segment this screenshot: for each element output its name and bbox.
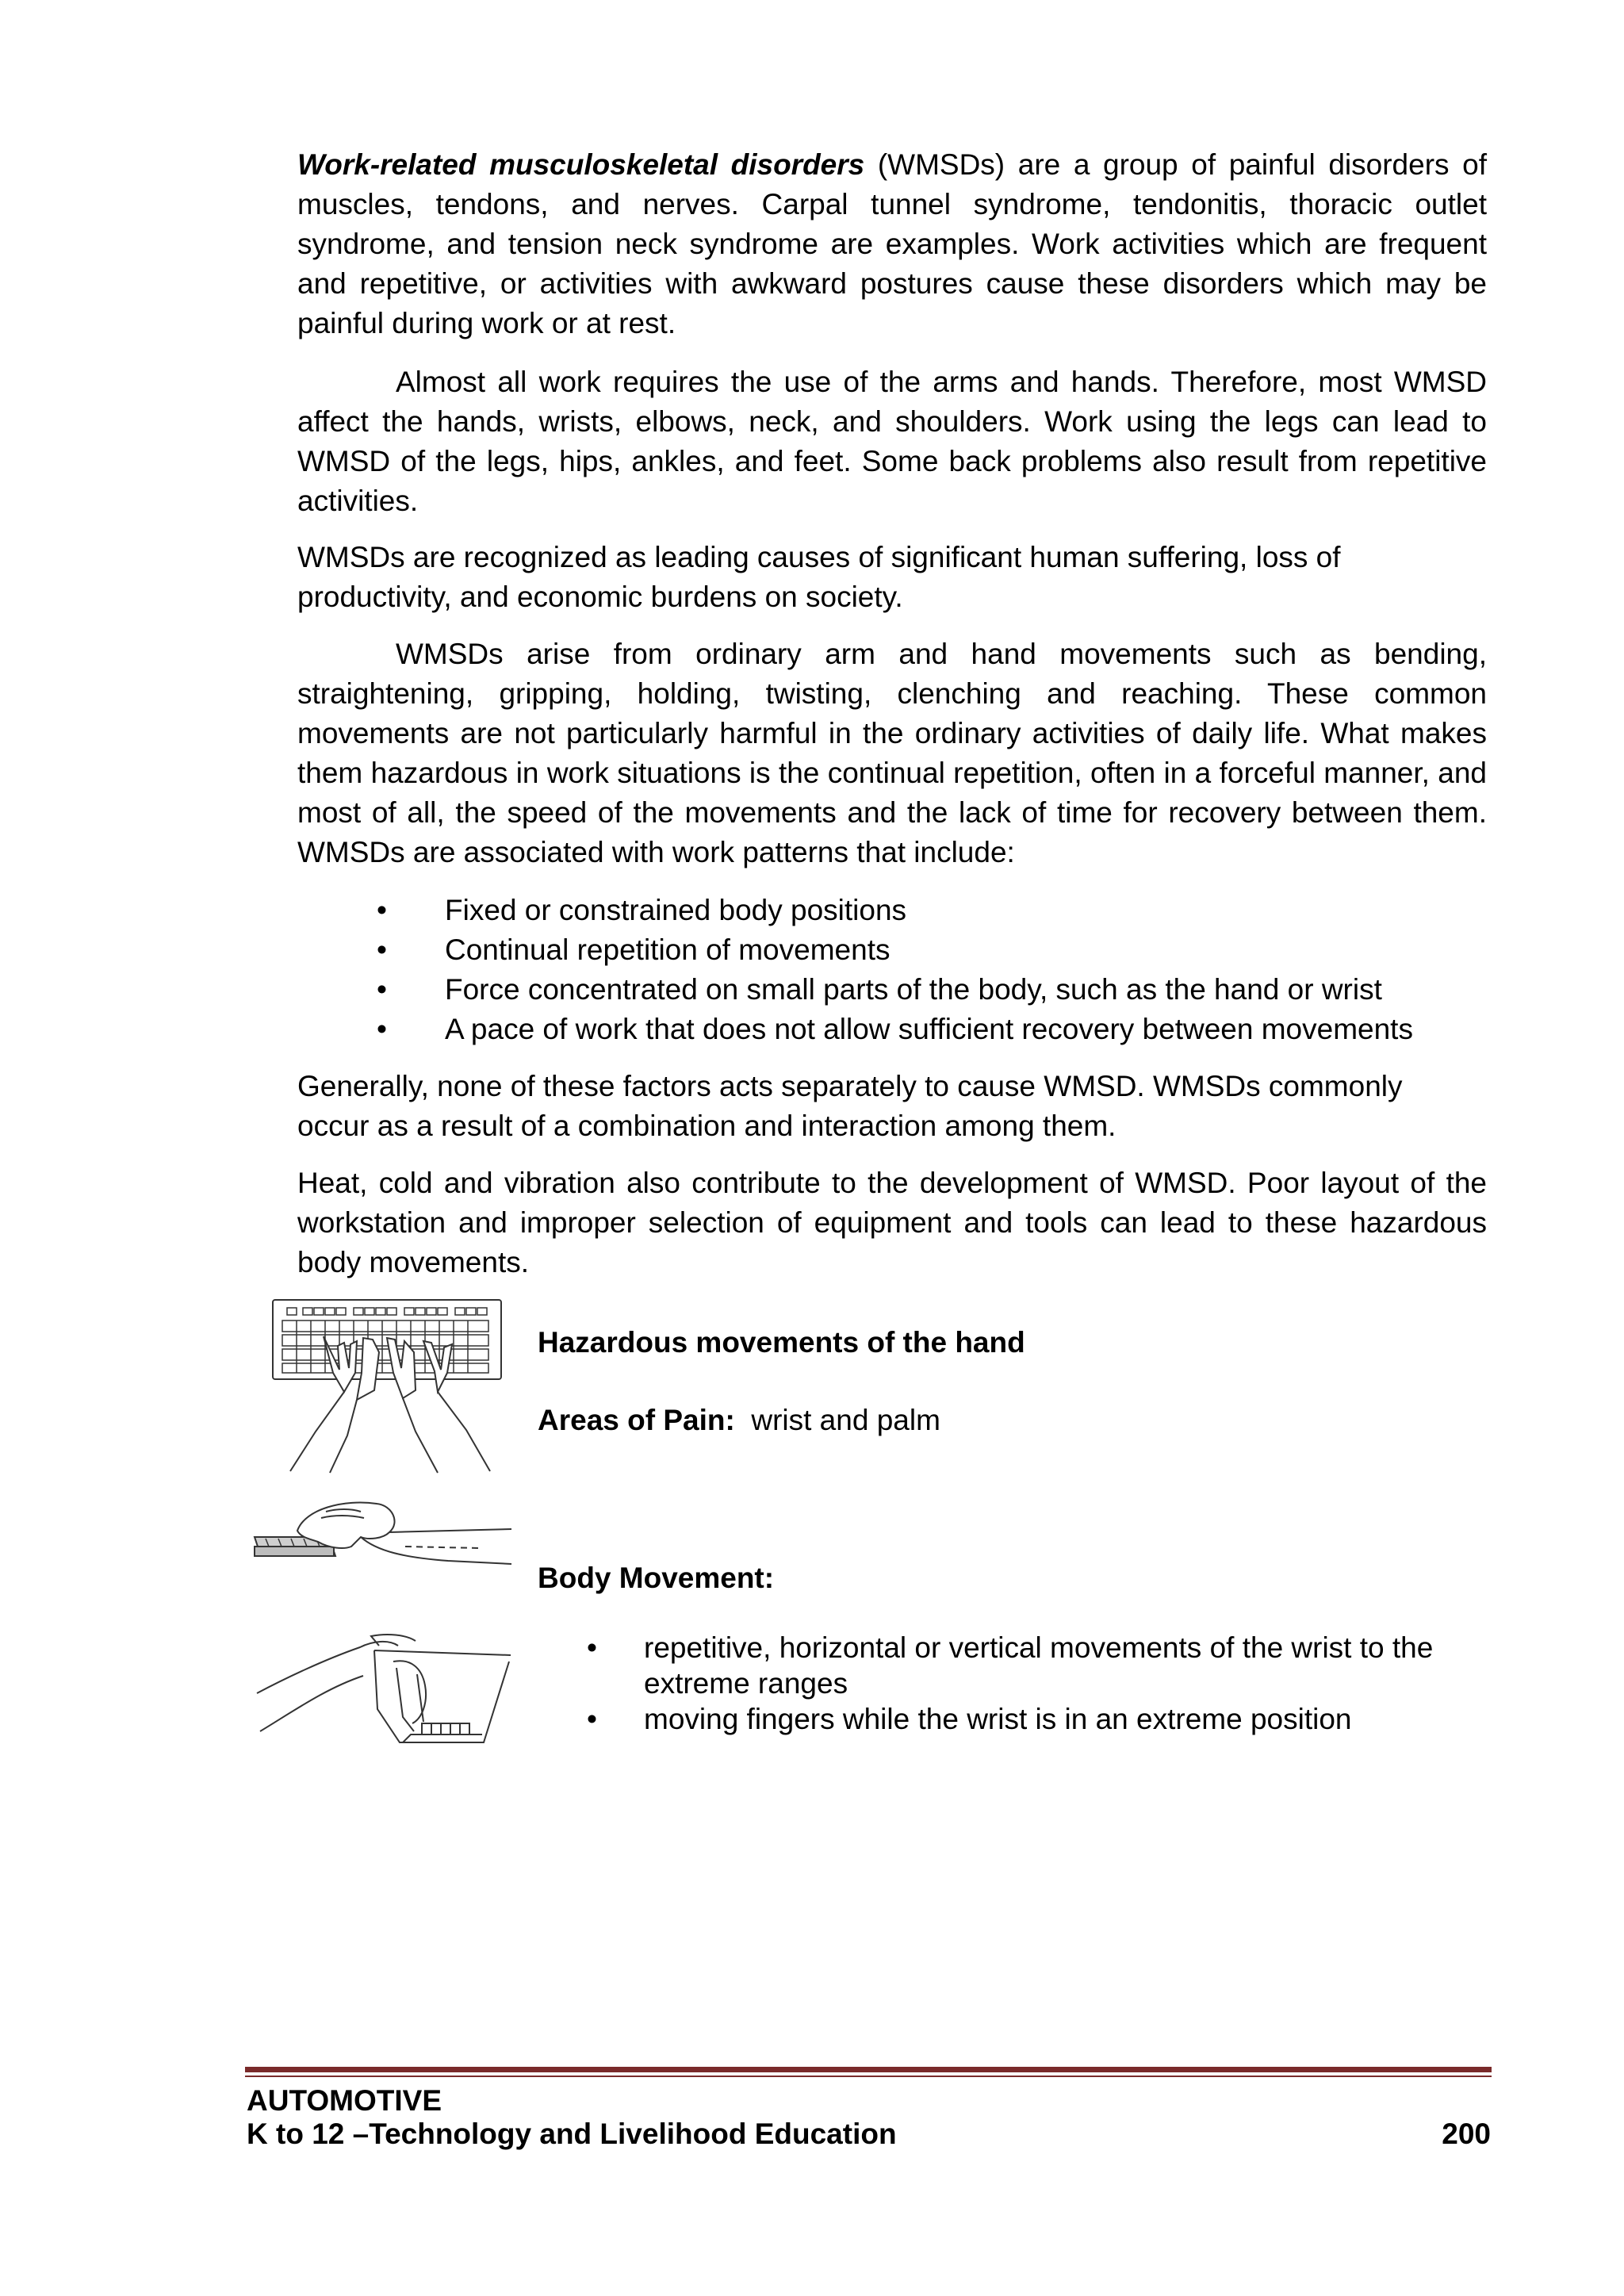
footer-subject: AUTOMOTIVE bbox=[247, 2084, 442, 2117]
intro-paragraph bbox=[297, 145, 1487, 343]
list-item: • Fixed or constrained body positions bbox=[377, 891, 1413, 930]
arise-text: WMSDs arise from ordinary arm and hand movements such as bending, straightening, gripping, holding, twisting, clenching and reaching. These common movements are not particularly harmful in the ordinary activities of daily life. What makes them hazardous in work situations is the continual repetition, often in a forceful manner, and most of all, the speed of the movements and the lack of time for recovery between them. WMSDs are associated with work patterns that include: bbox=[297, 638, 1487, 868]
hands-on-keyboard-illustration bbox=[268, 1297, 506, 1479]
list-item: • Force concentrated on small parts of the body, such as the hand or wrist bbox=[377, 970, 1413, 1010]
generally-paragraph bbox=[297, 1067, 1408, 1146]
reaching-hand-illustration bbox=[252, 1630, 522, 1749]
areas-of-pain-label: Areas of Pain: bbox=[538, 1404, 735, 1436]
footer-rule-thin bbox=[245, 2076, 1492, 2077]
body-movement-label: Body Movement: bbox=[538, 1562, 775, 1594]
list-item: • A pace of work that does not allow sufficient recovery between movements bbox=[377, 1010, 1413, 1049]
generally-text: Generally, none of these factors acts separately to cause WMSD. WMSDs commonly occur as a result of a combination and interaction among them. bbox=[297, 1070, 1403, 1142]
heat-paragraph bbox=[297, 1163, 1487, 1282]
arms-hands-text: Almost all work requires the use of the arms and hands. Therefore, most WMSD affect the hands, wrists, elbows, neck, and shoulders. Work using the legs can lead to WMSD of the legs, hips, ankles, and feet. Some back problems also result from repetitive activities. bbox=[297, 366, 1487, 517]
lead-term: Work-related musculoskeletal disorders bbox=[297, 148, 865, 181]
list-item: • moving fingers while the wrist is in an extreme position bbox=[587, 1701, 1522, 1737]
page-number: 200 bbox=[1442, 2118, 1491, 2150]
arms-hands-paragraph bbox=[297, 362, 1487, 521]
wrist-extension-illustration bbox=[250, 1491, 519, 1594]
intro-text: (WMSDs) are a group of painful disorders of muscles, tendons, and nerves. Carpal tunnel syndrome, tendonitis, thoracic outlet syndrome, and tension neck syndrome are examples. Work activities which are frequent and repetitive, or activities with awkward postures cause these disorders which may be painful during work or at rest. bbox=[297, 148, 1487, 339]
footer-rule bbox=[245, 2067, 1492, 2072]
footer-course: K to 12 –Technology and Livelihood Education bbox=[247, 2118, 897, 2150]
body-movement-list bbox=[587, 1630, 1522, 1737]
recognized-paragraph bbox=[297, 538, 1392, 617]
list-item: • Continual repetition of movements bbox=[377, 930, 1413, 970]
recognized-text: WMSDs are recognized as leading causes of significant human suffering, loss of productivity, and economic burdens on society. bbox=[297, 541, 1341, 613]
heat-text: Heat, cold and vibration also contribute to the development of WMSD. Poor layout of the workstation and improper selection of equipment and tools can lead to these hazardous body movements. bbox=[297, 1167, 1487, 1278]
hazard-title: Hazardous movements of the hand bbox=[538, 1326, 1025, 1359]
arise-paragraph bbox=[297, 634, 1487, 872]
work-patterns-list bbox=[377, 891, 1413, 1049]
list-item: • repetitive, horizontal or vertical movements of the wrist to the extreme ranges bbox=[587, 1630, 1522, 1701]
areas-of-pain bbox=[538, 1401, 940, 1440]
areas-of-pain-value: wrist and palm bbox=[751, 1404, 940, 1436]
